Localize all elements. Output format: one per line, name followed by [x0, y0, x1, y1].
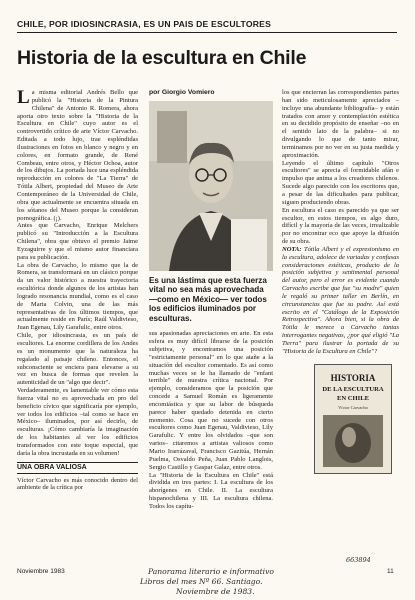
- page-number: 11: [387, 568, 394, 575]
- paragraph: los que encierran las correspondientes partes han sido meticulosamente apreciados –incluye una abundante bibliografía– y están tratados con amor y contemplación estética en su decidido propósito de enseñar –no en el sentido lato de la palabra– si no divulgando lo que de tanto mirar, terminamos por no ver en su justa medida y aproximación.: [282, 89, 399, 159]
- note-text: Tótila Albert y el expresionismo en la escultura, adolece de variadas y confusas consideraciones estéticas, producto de la posición subjetiva y sentimental personal del autor, pero el error es evidente cuando Carvacho escribe que fue "su madre" quien le regaló su primer taller en Berlín, en circunstancias que fue su padre. Así está escrito en el "Catálogo de la Exposición Retrospectiva". Ahora bien, si la obra de Tótila le merece a Carvacho tantas interrogantes negativas, ¿por qué eligió "La Tierra" para ilustrar la portada de su "Historia de la Escultura en Chile"?: [282, 245, 399, 355]
- paragraph: Chile, por idiosincrasia, es un país de escultores. La enorme cordillera de los Andes es un monumento que la naturaleza ha regalado al paisaje chileno. Entonces, el subconsciente se enciera para elevarse a su vez en busca de formas que revelen la autenticidad de un "algo que decir".: [17, 332, 138, 387]
- paragraph: Antes que Carvacho, Enrique Melchers publicó su "Introducción a la Escultura Chilena", obra que obtuvo el premio Jaime Eyzaguirre y que el mismo autor financiara para su publicación.: [17, 222, 138, 261]
- paragraph: La obra de Carvacho, lo mismo que la de Romera, se transformará en un clásico porque da un valor histórico a nuestra trayectoria escultórica donde algunos de los artistas han logrado resonancia mundial, como es el caso de Marta Colvin, una de las más representativas de los últimos tiempos, que actualmente reside en París; Raúl Valdivieso, Juan Egenau, Lily Garafulic, entre otros.: [17, 261, 138, 332]
- paragraph: Verdaderamente, es lamentable ver cómo esta fuerza vital no es aprovechada en pro del beneficio cívico que significaría por ejemplo, ver todos los edificios –tal como se hace en México– iluminados, por así decirlo, de esculturas. ¡Cómo cambiaría la imaginación de los habitantes al ver los edificios transformados con este toque especial, que daría la obra incrustada en su volumen!: [17, 387, 138, 457]
- handwritten-note-line: Noviembre de 1983.: [176, 587, 255, 596]
- portrait-illustration: [149, 101, 273, 271]
- paragraph: sus apasionadas apreciaciones en arte. En esta esfera es muy difícil librarse de la posición subjetiva, y encontramos una posición "estrictamente personal" en lo que atañe a la situación del escultor comentado. Es así como muchas veces se le ha llamado de "enfant terrible" de nuestra crítica nacional. Por ejemplo, consideramos que la posición que concede a Samuel Román es ligeramente encomiástica y que su labor de búsqueda parece haber quedado detenida en cierto momento. Cosa que no sucede con otros escultores como Juan Egenau, Valdivieso, Lily Garafulic. Y entre los olvidados –que son varios– citaremos a artistas valiosos como Mario Irarrázaval, Francisco Gazitúa, Hernán Puelma, Osvaldo Peña, Juan Pablo Langlois, Sergio Castillo y Gaspar Galaz, entre otros.: [149, 330, 273, 471]
- byline: por Giorgio Vomiero: [149, 89, 215, 96]
- handwritten-catalog-number: 663894: [346, 556, 371, 564]
- paragraph: La "Historia de la Escultura en Chile" está dividida en tres partes: I. La escultura de los aborígenes en Chile. II. La escultura hispanochilena y III. La escultura chilena. Todos los capítu-: [149, 471, 273, 510]
- paragraph: En escultura el caso es parecido ya que ser escultor, en estos tiempos, es algo duro, difícil y la mayoría de las veces, irrealizable por no encontrar eco que apoye la difusión de su obra.: [282, 206, 399, 246]
- article-column-1: [17, 89, 138, 492]
- note-label: NOTA:: [282, 245, 302, 253]
- svg-text:HISTORIA: HISTORIA: [330, 372, 376, 383]
- article-column-3: [282, 89, 399, 474]
- paragraph: a misma editorial Andrés Bello que publicó la "Historia de la Pintura Chilena" de Antonio R. Romera, ahora aporta otro texto sobre la "Historia de la Escultura en Chile" cuyo autor es el controvertido crítico de arte Víctor Carvacho. Editada a todo lujo, trae espléndidas ilustraciones en fotos en blanco y negro y en colores, en formato grande, de René Combeau, entre otros, y Héctor Ochoa, autor de los dibujos. La portada luce una espléndida reproducción en colores de "La Tierra" de Tótila Albert, propiedad del Museo de Arte Contemporáneo de la Universidad de Chile, obra que actualmente se encuentra situada en los sótanos del Museo porque la consideran pornográfica. (¡).: [17, 89, 138, 222]
- svg-text:Víctor Carvacho: Víctor Carvacho: [338, 404, 368, 410]
- handwritten-note-line: Panorama literario e informativo: [148, 567, 274, 576]
- svg-text:DE LA ESCULTURA: DE LA ESCULTURA: [322, 385, 384, 393]
- article-column-2: [149, 89, 273, 511]
- book-cover-illustration: [315, 365, 391, 473]
- pull-quote: Es una lástima que esta fuerza vital no sea más aprovechada —como en México— ver todos los edificios iluminados por esculturas.: [149, 275, 267, 323]
- handwritten-note-line: Libros del mes Nº 66. Santiago.: [140, 577, 263, 586]
- paragraph: Leyendo el último capítulo "Otros escultores" se aprecia el formidable afán e impulso que anima a los creadores chilenos. Sucede algo parecido con los escritores que, a pesar de las dificultades para publicar, siguen produciendo obras.: [282, 159, 399, 206]
- book-cover-image: [314, 364, 392, 474]
- kicker-divider: [17, 32, 397, 33]
- issue-date: Noviembre 1983: [17, 568, 65, 575]
- article-title: Historia de la escultura en Chile: [17, 47, 307, 69]
- author-photo: [149, 101, 273, 271]
- svg-text:EN CHILE: EN CHILE: [336, 394, 370, 402]
- section-subhead: UNA OBRA VALIOSA: [17, 462, 138, 474]
- section-kicker: CHILE, POR IDIOSINCRASIA, ES UN PAIS DE ESCULTORES: [17, 19, 271, 29]
- drop-cap: L: [17, 87, 30, 108]
- paragraph: Víctor Carvacho es más conocido dentro del ambiente de la crítica por: [17, 476, 138, 492]
